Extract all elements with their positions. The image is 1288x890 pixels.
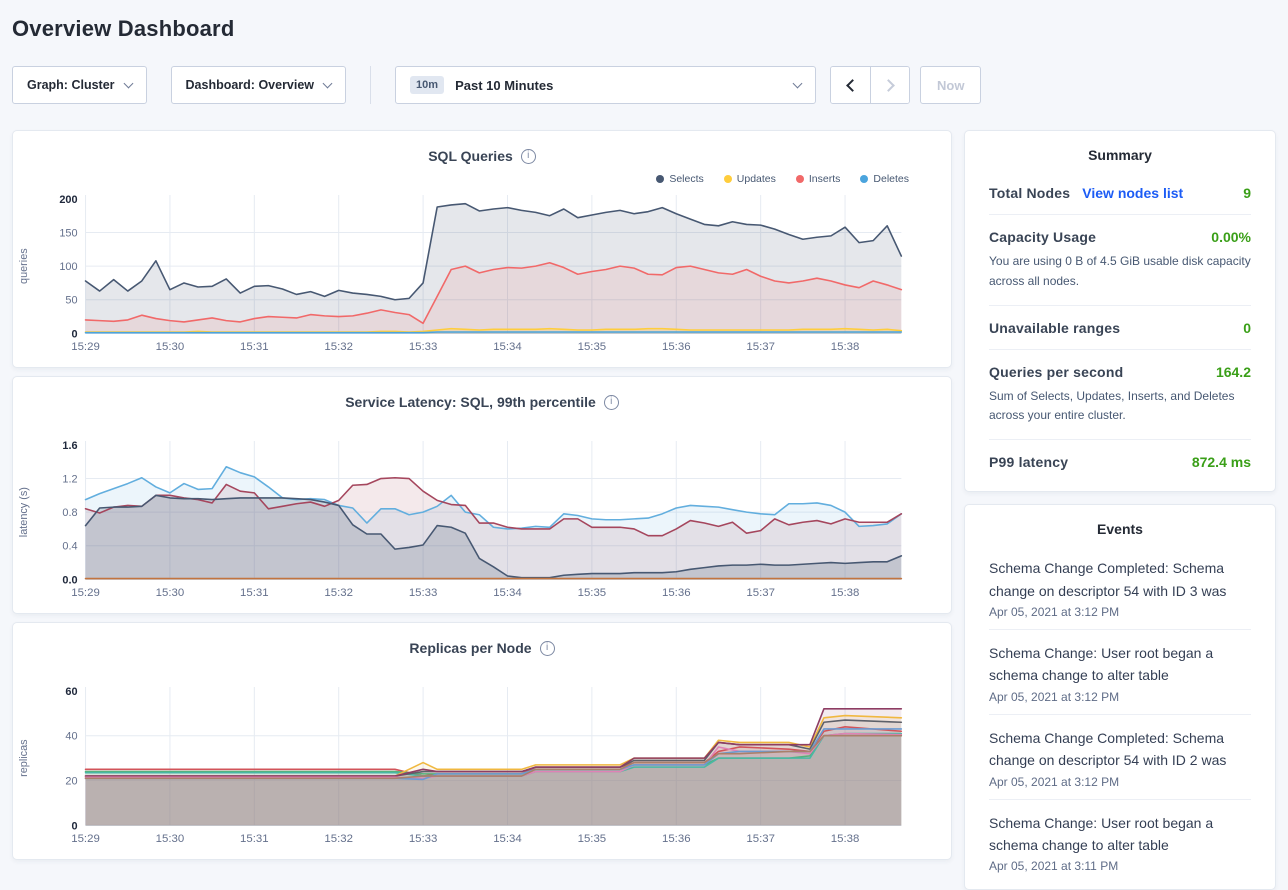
summary-row-total-nodes <box>989 171 1251 215</box>
svg-text:150: 150 <box>59 227 78 240</box>
summary-value: 872.4 ms <box>1191 454 1251 471</box>
svg-text:replicas: replicas <box>17 739 30 777</box>
svg-text:15:30: 15:30 <box>155 833 185 846</box>
legend-dot <box>724 175 732 183</box>
svg-text:15:29: 15:29 <box>71 341 100 354</box>
svg-text:15:35: 15:35 <box>577 341 607 354</box>
svg-text:20: 20 <box>65 775 78 788</box>
event-item <box>989 800 1251 884</box>
legend-dot <box>796 175 804 183</box>
legend-dot <box>860 175 868 183</box>
summary-row-unavailable-ranges <box>989 306 1251 350</box>
graph-dropdown-label: Graph: Cluster <box>27 78 115 92</box>
svg-text:100: 100 <box>59 261 78 274</box>
svg-text:15:35: 15:35 <box>577 587 607 600</box>
svg-text:40: 40 <box>65 730 78 743</box>
chart-header <box>13 145 951 167</box>
svg-text:15:36: 15:36 <box>662 341 691 354</box>
time-range-label: Past 10 Minutes <box>455 77 554 93</box>
svg-text:15:33: 15:33 <box>408 833 438 846</box>
svg-text:15:29: 15:29 <box>71 833 100 846</box>
summary-value: 0.00% <box>1211 229 1251 245</box>
svg-text:15:34: 15:34 <box>493 341 522 354</box>
chart-header <box>13 637 951 659</box>
legend-item-selects[interactable]: Selects <box>656 173 703 185</box>
controls-bar <box>12 66 1276 104</box>
svg-text:15:31: 15:31 <box>240 833 269 846</box>
summary-row-capacity-usage <box>989 215 1251 306</box>
summary-subtext: You are using 0 B of 4.5 GiB usable disk capacity across all nodes. <box>989 254 1251 288</box>
event-timestamp: Apr 05, 2021 at 3:12 PM <box>989 689 1120 704</box>
svg-text:15:37: 15:37 <box>746 341 775 354</box>
svg-text:1.2: 1.2 <box>62 473 78 486</box>
svg-text:15:29: 15:29 <box>71 587 100 600</box>
svg-text:15:32: 15:32 <box>324 587 353 600</box>
chevron-right-icon <box>882 79 895 92</box>
chart-title: Replicas per Node <box>409 640 532 656</box>
replicas-per-node-panel <box>12 622 952 860</box>
events-title: Events <box>1097 521 1143 538</box>
dashboard-dropdown[interactable] <box>171 66 347 104</box>
svg-text:15:34: 15:34 <box>493 833 522 846</box>
service-latency-chart[interactable] <box>13 437 951 613</box>
event-text[interactable]: Schema Change Completed: Schema change on descriptor 54 with ID 2 was <box>989 729 1227 769</box>
sql-queries-chart[interactable] <box>13 191 951 367</box>
charts-column <box>12 130 952 860</box>
dashboard-dropdown-label: Dashboard: Overview <box>185 78 315 92</box>
svg-text:15:31: 15:31 <box>240 587 269 600</box>
summary-label: P99 latency <box>989 454 1069 471</box>
svg-text:15:33: 15:33 <box>408 587 438 600</box>
info-icon[interactable] <box>604 395 619 410</box>
legend-spacer <box>13 413 951 437</box>
chevron-down-icon <box>323 79 333 89</box>
chart-header <box>13 391 951 413</box>
event-timestamp: Apr 05, 2021 at 3:12 PM <box>989 774 1120 789</box>
svg-text:15:30: 15:30 <box>155 341 185 354</box>
chevron-down-icon <box>793 79 803 89</box>
svg-text:15:38: 15:38 <box>830 833 860 846</box>
summary-panel <box>964 130 1276 492</box>
replicas-per-node-chart[interactable] <box>13 683 951 859</box>
now-button[interactable]: Now <box>920 66 981 104</box>
legend-item-deletes[interactable]: Deletes <box>860 173 909 185</box>
event-text[interactable]: Schema Change: User root began a schema change to alter table <box>989 814 1214 853</box>
sidebar <box>964 130 1276 890</box>
svg-text:15:37: 15:37 <box>746 833 775 846</box>
summary-value: 164.2 <box>1215 363 1251 380</box>
summary-subtext: Sum of Selects, Updates, Inserts, and Deletes across your entire cluster. <box>989 388 1235 423</box>
svg-text:15:36: 15:36 <box>662 833 691 846</box>
event-text[interactable]: Schema Change Completed: Schema change on descriptor 54 with ID 3 was <box>989 560 1227 599</box>
svg-text:50: 50 <box>65 294 78 307</box>
summary-label: Queries per second <box>989 363 1124 380</box>
vertical-divider <box>370 66 371 104</box>
legend-item-updates[interactable]: Updates <box>724 173 776 185</box>
svg-text:0.4: 0.4 <box>62 540 78 553</box>
info-icon[interactable] <box>521 149 536 164</box>
svg-text:60: 60 <box>65 685 78 698</box>
event-text[interactable]: Schema Change: User root began a schema change to alter table <box>989 644 1214 684</box>
summary-row-p99-latency <box>989 440 1251 483</box>
svg-text:15:38: 15:38 <box>830 587 860 600</box>
svg-text:15:30: 15:30 <box>155 587 185 600</box>
sql-queries-panel <box>12 130 952 368</box>
summary-label: Total Nodes <box>989 185 1071 201</box>
legend-item-inserts[interactable]: Inserts <box>796 173 841 185</box>
summary-value: 0 <box>1243 319 1251 336</box>
svg-text:0: 0 <box>71 820 78 833</box>
svg-text:latency (s): latency (s) <box>17 487 30 538</box>
summary-value: 9 <box>1243 185 1251 201</box>
chevron-left-icon <box>846 79 859 92</box>
events-panel <box>964 504 1276 890</box>
svg-text:queries: queries <box>17 248 30 284</box>
graph-dropdown[interactable] <box>12 66 147 104</box>
svg-text:15:35: 15:35 <box>577 833 607 846</box>
svg-text:1.6: 1.6 <box>62 439 78 452</box>
event-item <box>989 715 1251 800</box>
svg-text:15:33: 15:33 <box>408 341 438 354</box>
svg-text:0.0: 0.0 <box>62 574 78 587</box>
svg-text:15:32: 15:32 <box>324 833 353 846</box>
summary-label: Capacity Usage <box>989 229 1097 245</box>
time-range-badge: 10m <box>410 76 444 94</box>
time-range-selector[interactable] <box>395 66 816 104</box>
legend-spacer <box>13 659 951 683</box>
svg-text:15:31: 15:31 <box>240 341 269 354</box>
previous-time-button[interactable] <box>831 67 870 103</box>
chart-title: SQL Queries <box>428 148 513 164</box>
event-timestamp: Apr 05, 2021 at 3:12 PM <box>989 604 1120 619</box>
main-content <box>12 130 1276 890</box>
svg-text:15:38: 15:38 <box>830 341 860 354</box>
svg-text:15:37: 15:37 <box>746 587 775 600</box>
svg-text:200: 200 <box>59 193 78 206</box>
time-step-button-group <box>830 66 910 104</box>
event-timestamp: Apr 05, 2021 at 3:11 PM <box>989 859 1119 874</box>
svg-text:15:34: 15:34 <box>493 587 522 600</box>
svg-text:15:32: 15:32 <box>324 341 353 354</box>
service-latency-panel <box>12 376 952 614</box>
summary-label: Unavailable ranges <box>989 319 1121 336</box>
event-item <box>989 545 1251 630</box>
info-icon[interactable] <box>540 641 555 656</box>
next-time-button[interactable] <box>870 67 909 103</box>
chevron-down-icon <box>123 79 133 89</box>
chart-legend <box>13 167 951 191</box>
svg-text:0: 0 <box>71 328 78 341</box>
page-title: Overview Dashboard <box>12 16 235 41</box>
event-item <box>989 630 1251 715</box>
svg-text:15:36: 15:36 <box>662 587 691 600</box>
legend-dot <box>656 175 664 183</box>
summary-row-queries-per-second <box>989 350 1251 441</box>
chart-title: Service Latency: SQL, 99th percentile <box>345 394 596 410</box>
svg-text:0.8: 0.8 <box>62 507 78 520</box>
summary-title: Summary <box>1088 147 1152 163</box>
view-nodes-list-link[interactable]: View nodes list <box>1082 185 1184 201</box>
